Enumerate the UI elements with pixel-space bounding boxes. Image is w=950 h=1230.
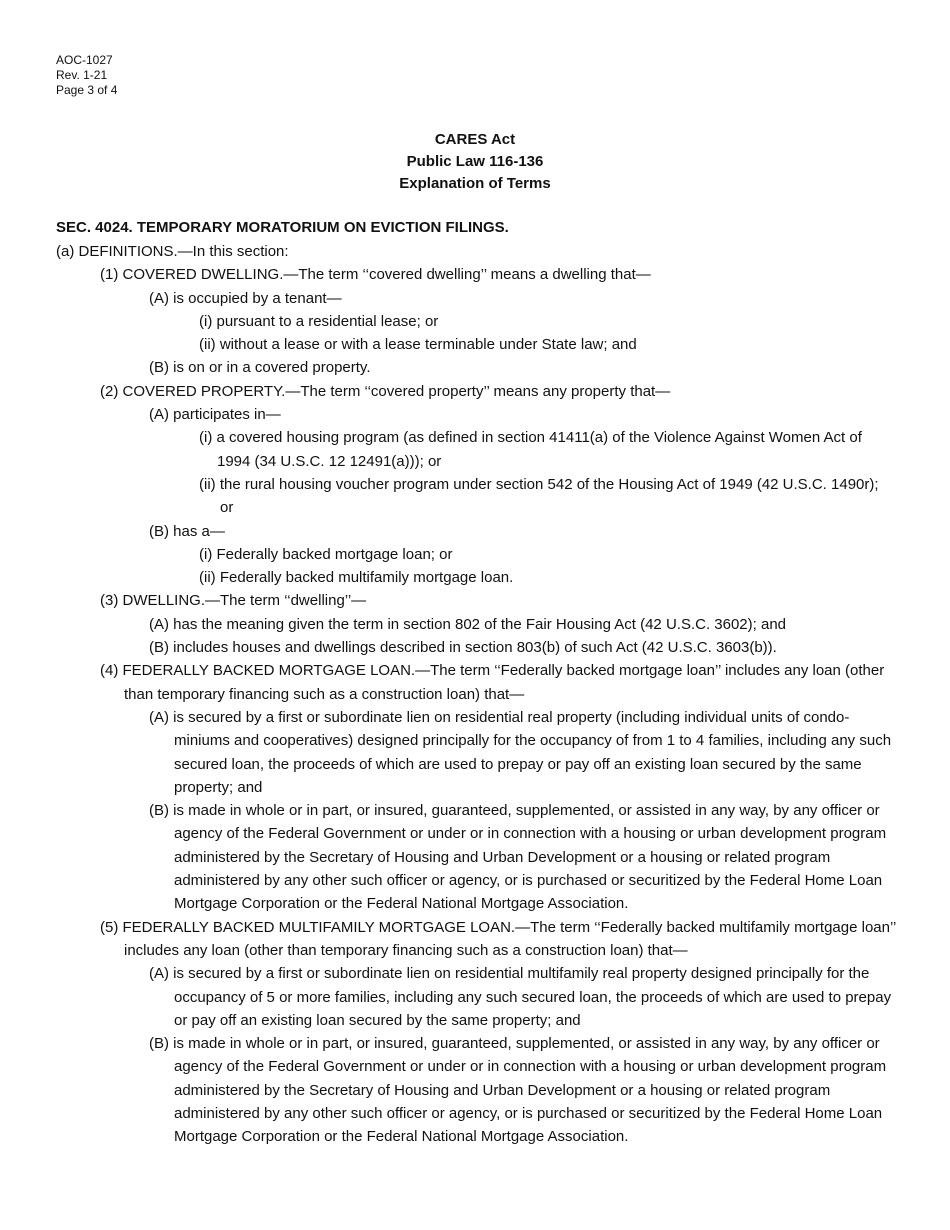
section-title: SEC. 4024. TEMPORARY MORATORIUM ON EVICTION FILINGS. <box>56 219 509 236</box>
term-covered-property: (2) COVERED PROPERTY.—The term ‘‘covered property’’ means any property that— <box>100 382 671 400</box>
clause-item: (B) includes houses and dwellings described in section 803(b) of such Act (42 U.S.C. 3603(b)). <box>149 639 777 657</box>
heading-public-law: Public Law 116-136 <box>406 153 544 170</box>
clause-item: (A) is occupied by a tenant— <box>149 289 342 307</box>
subclause-item: (i) pursuant to a residential lease; or <box>199 312 439 330</box>
form-identifier <box>56 53 117 98</box>
form-revision: Rev. 1-21 <box>56 68 108 82</box>
page-number: Page 3 of 4 <box>56 83 118 97</box>
clause-item: (B) has a— <box>149 522 225 540</box>
subclause-item: (ii) the rural housing voucher program under section 542 of the Housing Act of 1949 (42 U.S.C. 1490r); or <box>199 475 879 517</box>
clause-item: (A) is secured by a first or subordinate lien on residential multifamily real property designed principally for the occupancy of 5 or more families, including any such secured loan, the proceeds of which are used to prepay or pay off an existing loan secured by the same property; and <box>149 965 892 1029</box>
subclause-item: (i) Federally backed mortgage loan; or <box>199 545 453 563</box>
heading-subtitle: Explanation of Terms <box>399 175 551 192</box>
term-dwelling: (3) DWELLING.—The term ‘‘dwelling’’— <box>100 592 367 610</box>
heading-act-name: CARES Act <box>434 131 516 148</box>
definitions-body <box>56 240 896 1149</box>
subclause-item: (i) a covered housing program (as defined in section 41411(a) of the Violence Against Women Act of 1994 (34 U.S.C. 12 12491(a))); or <box>199 429 862 470</box>
subclause-item: (ii) Federally backed multifamily mortgage loan. <box>199 569 514 587</box>
definitions-intro: (a) DEFINITIONS.—In this section: <box>56 243 289 260</box>
term-federally-backed-multifamily-mortgage-loan: (5) FEDERALLY BACKED MULTIFAMILY MORTGAGE LOAN.—The term ‘‘Federally backed multifamily mortgage loan’’ includes any loan (other than temporary financing such as a construction loan) that— <box>100 918 896 959</box>
clause-item: (A) is secured by a first or subordinate lien on residential real property (including individual units of condominiums and cooperatives) designed principally for the occupancy of from 1 to 4 families, including any such secured loan, the proceeds of which are used to prepay or pay off an existing loan secured by the same property; and <box>149 708 892 796</box>
clause-item: (A) has the meaning given the term in section 802 of the Fair Housing Act (42 U.S.C. 3602); and <box>149 615 787 633</box>
clause-item: (B) is made in whole or in part, or insured, guaranteed, supplemented, or assisted in any way, by any officer or agency of the Federal Government or under or in connection with a housing or urban development program administered by the Secretary of Housing and Urban Development or a housing or related program administered by any other such officer or agency, or is purchased or securitized by the Federal Home Loan Mortgage Corporation or the Federal National Mortgage Association. <box>149 1035 887 1146</box>
clause-item: (B) is on or in a covered property. <box>149 359 371 377</box>
form-code: AOC-1027 <box>56 53 113 67</box>
document-heading <box>0 129 950 195</box>
term-covered-dwelling: (1) COVERED DWELLING.—The term ‘‘covered dwelling’’ means a dwelling that— <box>100 266 651 284</box>
clause-item: (B) is made in whole or in part, or insured, guaranteed, supplemented, or assisted in any way, by any officer or agency of the Federal Government or under or in connection with a housing or urban development program administered by the Secretary of Housing and Urban Development or a housing or related program administered by any other such officer or agency, or is purchased or securitized by the Federal Home Loan Mortgage Corporation or the Federal National Mortgage Association. <box>149 802 887 913</box>
clause-item: (A) participates in— <box>149 406 281 424</box>
term-federally-backed-mortgage-loan: (4) FEDERALLY BACKED MORTGAGE LOAN.—The term ‘‘Federally backed mortgage loan’’ includes any loan (other than temporary financing such as a construction loan) that— <box>100 662 885 703</box>
subclause-item: (ii) without a lease or with a lease terminable under State law; and <box>199 336 637 354</box>
